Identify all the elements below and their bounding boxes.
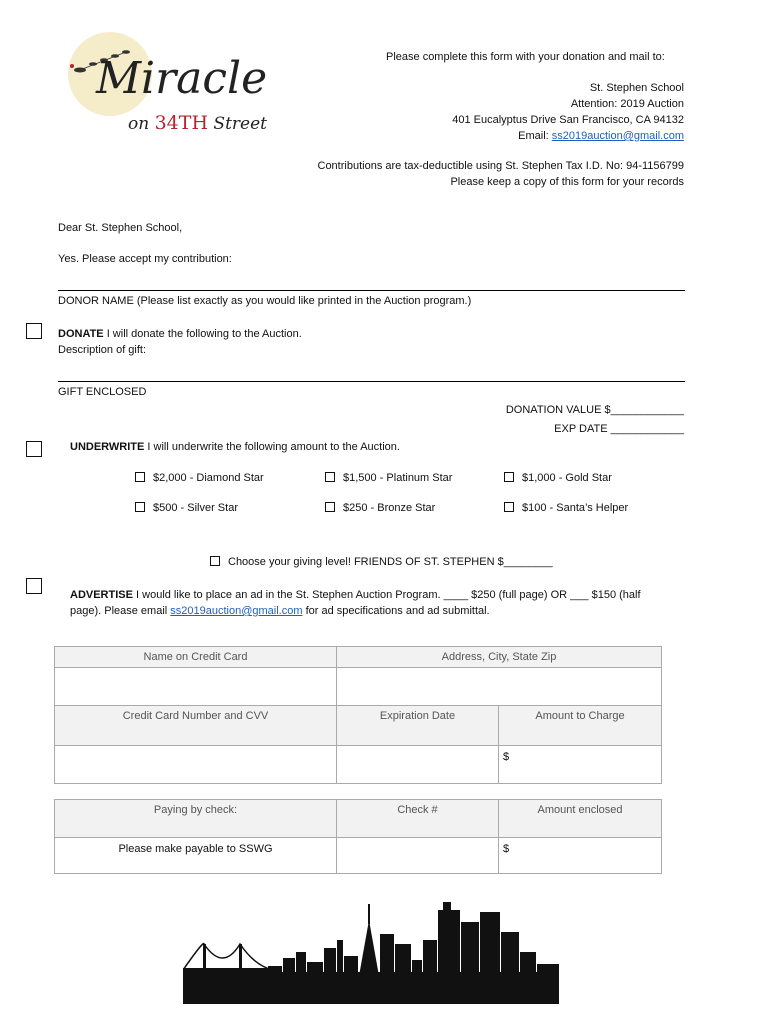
accept-contribution: Yes. Please accept my contribution: bbox=[58, 253, 232, 265]
card-number-header: Credit Card Number and CVV bbox=[55, 706, 337, 746]
street-address: 401 Eucalyptus Drive San Francisco, CA 94132 bbox=[452, 114, 684, 126]
logo-subtitle bbox=[128, 112, 267, 135]
check-number-input[interactable] bbox=[337, 838, 499, 874]
donate-text: I will donate the following to the Auction. bbox=[103, 328, 302, 340]
advertise-line-1 bbox=[70, 587, 670, 603]
advertise-text: I would like to place an ad in the St. Stephen Auction Program. ____ $250 (full page) OR ___ $150 (half bbox=[132, 589, 641, 601]
check-table bbox=[54, 799, 662, 874]
amount-enclosed-input[interactable]: $ bbox=[499, 838, 662, 874]
level-santas-helper[interactable] bbox=[504, 502, 628, 515]
advertise-statement bbox=[70, 587, 670, 619]
donation-value-field[interactable]: DONATION VALUE $____________ bbox=[505, 404, 684, 416]
check-number-header: Check # bbox=[337, 800, 499, 838]
level-label: $2,000 - Diamond Star bbox=[153, 472, 264, 484]
underwrite-title: UNDERWRITE bbox=[70, 441, 145, 453]
level-label: $250 - Bronze Star bbox=[343, 502, 436, 514]
address-header: Address, City, State Zip bbox=[337, 647, 662, 668]
name-on-card-header: Name on Credit Card bbox=[55, 647, 337, 668]
logo-number: 34TH bbox=[154, 112, 209, 134]
level-checkbox[interactable] bbox=[325, 472, 335, 482]
level-platinum-star[interactable] bbox=[325, 472, 452, 485]
logo-on: on bbox=[128, 114, 150, 134]
level-diamond-star[interactable] bbox=[135, 472, 264, 485]
gift-description-line[interactable] bbox=[58, 381, 685, 382]
credit-card-table bbox=[54, 646, 662, 784]
exp-date-field[interactable]: EXP DATE ____________ bbox=[554, 423, 684, 435]
advertise-email-link[interactable]: ss2019auction@gmail.com bbox=[170, 605, 303, 617]
level-label: $500 - Silver Star bbox=[153, 502, 238, 514]
email-line bbox=[324, 130, 684, 143]
payable-to-note: Please make payable to SSWG bbox=[55, 838, 337, 874]
school-name: St. Stephen School bbox=[589, 82, 684, 94]
underwrite-checkbox[interactable] bbox=[26, 441, 42, 457]
level-label: $1,500 - Platinum Star bbox=[343, 472, 453, 484]
city-skyline-illustration bbox=[183, 900, 559, 1004]
donate-statement bbox=[58, 328, 302, 341]
amount-to-charge-input[interactable]: $ bbox=[499, 746, 662, 784]
logo-street: Street bbox=[213, 114, 267, 134]
advertise-checkbox[interactable] bbox=[26, 578, 42, 594]
mail-instructions: Please complete this form with your donation and mail to: bbox=[386, 51, 665, 63]
donor-name-line[interactable] bbox=[58, 290, 685, 291]
salutation: Dear St. Stephen School, bbox=[58, 222, 183, 234]
email-link[interactable]: ss2019auction@gmail.com bbox=[551, 130, 684, 142]
level-checkbox[interactable] bbox=[504, 472, 514, 482]
amount-to-charge-header: Amount to Charge bbox=[499, 706, 662, 746]
advertise-email-post: for ad specifications and ad submittal. bbox=[302, 605, 490, 617]
donate-title: DONATE bbox=[58, 328, 104, 340]
mail-address-block bbox=[324, 82, 684, 143]
amount-enclosed-header: Amount enclosed bbox=[499, 800, 662, 838]
level-silver-star[interactable] bbox=[135, 502, 238, 515]
level-checkbox[interactable] bbox=[504, 502, 514, 512]
level-label: $1,000 - Gold Star bbox=[522, 472, 612, 484]
tax-info bbox=[264, 160, 684, 189]
name-on-card-input[interactable] bbox=[55, 668, 337, 706]
friends-label: Choose your giving level! FRIENDS OF ST. STEPHEN $________ bbox=[228, 556, 553, 568]
gift-description-label: Description of gift: bbox=[58, 344, 147, 356]
attention-line: Attention: 2019 Auction bbox=[570, 98, 684, 110]
tax-deductible-line: Contributions are tax-deductible using St. Stephen Tax I.D. No: 94-1156799 bbox=[317, 160, 684, 172]
level-checkbox[interactable] bbox=[135, 472, 145, 482]
address-input[interactable] bbox=[337, 668, 662, 706]
underwrite-text: I will underwrite the following amount to the Auction. bbox=[144, 441, 400, 453]
friends-checkbox[interactable] bbox=[210, 556, 220, 566]
email-label: Email: bbox=[518, 130, 552, 142]
paying-by-check-header: Paying by check: bbox=[55, 800, 337, 838]
expiration-header: Expiration Date bbox=[337, 706, 499, 746]
level-checkbox[interactable] bbox=[135, 502, 145, 512]
donor-name-label: DONOR NAME (Please list exactly as you would like printed in the Auction program.) bbox=[58, 295, 472, 307]
logo-title: Miracle bbox=[96, 53, 268, 104]
gift-enclosed-label: GIFT ENCLOSED bbox=[58, 386, 147, 398]
level-bronze-star[interactable] bbox=[325, 502, 435, 515]
level-label: $100 - Santa’s Helper bbox=[522, 502, 629, 514]
skyline-graphic bbox=[183, 900, 559, 1004]
card-number-input[interactable] bbox=[55, 746, 337, 784]
advertise-title: ADVERTISE bbox=[70, 589, 133, 601]
keep-copy-line: Please keep a copy of this form for your records bbox=[450, 176, 684, 188]
level-checkbox[interactable] bbox=[325, 502, 335, 512]
underwrite-statement bbox=[70, 441, 400, 454]
friends-giving-level[interactable] bbox=[210, 556, 553, 569]
expiration-input[interactable] bbox=[337, 746, 499, 784]
donate-checkbox[interactable] bbox=[26, 323, 42, 339]
level-gold-star[interactable] bbox=[504, 472, 612, 485]
advertise-email-pre: page). Please email bbox=[70, 605, 171, 617]
advertise-line-2 bbox=[70, 603, 670, 619]
